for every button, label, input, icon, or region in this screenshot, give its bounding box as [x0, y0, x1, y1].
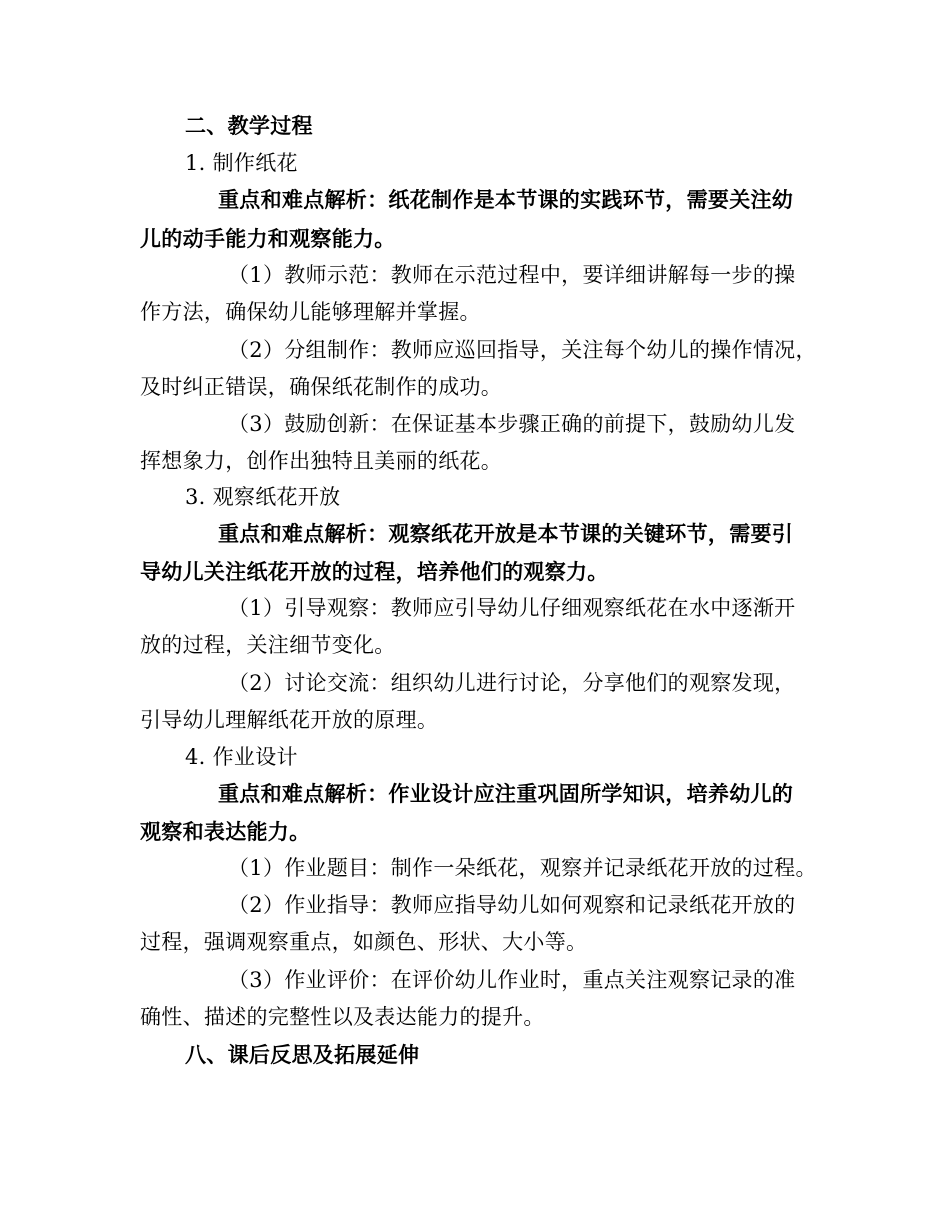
paragraph-line: 放的过程，关注细节变化。	[140, 633, 396, 657]
paragraph-line: （1）引导观察：教师应引导幼儿仔细观察纸花在水中逐渐开	[228, 596, 796, 620]
subsection-heading: 4. 作业设计	[185, 745, 298, 769]
paragraph-line: （2）作业指导：教师应指导幼儿如何观察和记录纸花开放的	[228, 893, 796, 917]
key-point-text: 重点和难点解析：观察纸花开放是本节课的关键环节，需要引	[218, 521, 794, 546]
key-point-text: 观察和表达能力。	[140, 819, 311, 844]
key-point-text: 重点和难点解析：作业设计应注重巩固所学知识，培养幼儿的	[218, 781, 794, 806]
key-point-text: 导幼儿关注纸花开放的过程，培养他们的观察力。	[140, 559, 609, 584]
paragraph-line: （2）讨论交流：组织幼儿进行讨论，分享他们的观察发现，	[228, 671, 796, 695]
paragraph-line: 过程，强调观察重点，如颜色、形状、大小等。	[140, 930, 588, 954]
key-point-text: 重点和难点解析：纸花制作是本节课的实践环节，需要关注幼	[218, 187, 794, 212]
subsection-heading: 1. 制作纸花	[185, 151, 298, 175]
paragraph-line: 确性、描述的完整性以及表达能力的提升。	[140, 1005, 545, 1029]
paragraph-line: （2）分组制作：教师应巡回指导，关注每个幼儿的操作情况，	[228, 338, 817, 362]
paragraph-line: （1）教师示范：教师在示范过程中，要详细讲解每一步的操	[228, 263, 796, 287]
subsection-heading: 3. 观察纸花开放	[185, 485, 341, 509]
paragraph-line: （1）作业题目：制作一朵纸花，观察并记录纸花开放的过程。	[228, 856, 817, 880]
paragraph-line: 挥想象力，创作出独特且美丽的纸花。	[140, 449, 503, 473]
paragraph-line: 引导幼儿理解纸花开放的原理。	[140, 708, 439, 732]
paragraph-line: 作方法，确保幼儿能够理解并掌握。	[140, 300, 481, 324]
paragraph-line: （3）作业评价：在评价幼儿作业时，重点关注观察记录的准	[228, 968, 796, 992]
section-heading: 二、教学过程	[185, 113, 313, 138]
section-heading: 八、课后反思及拓展延伸	[185, 1042, 420, 1067]
key-point-text: 儿的动手能力和观察能力。	[140, 226, 396, 251]
paragraph-line: （3）鼓励创新：在保证基本步骤正确的前提下，鼓励幼儿发	[228, 412, 796, 436]
paragraph-line: 及时纠正错误，确保纸花制作的成功。	[140, 375, 503, 399]
